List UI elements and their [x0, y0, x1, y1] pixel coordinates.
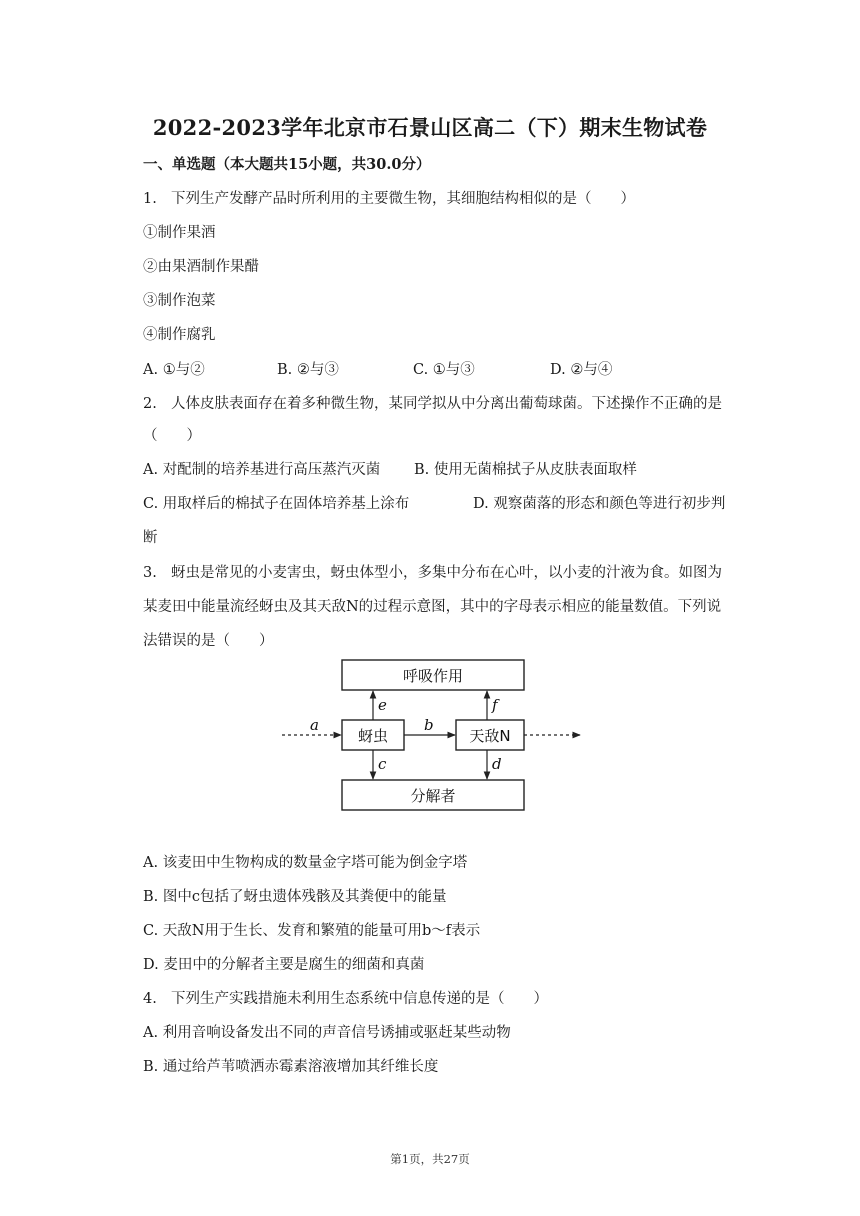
q2-option-b: B. 使用无菌棉拭子从皮肤表面取样 [414, 462, 637, 478]
q1-item-3: ③制作泡菜 [143, 293, 216, 309]
question-1-stem [143, 189, 763, 209]
question-text: 下列生产实践措施未利用生态系统中信息传递的是（ ） [171, 991, 548, 1007]
question-4-stem [143, 989, 763, 1009]
respiration-label: 呼吸作用 [402, 667, 464, 685]
question-2-stem-cont: （ ） [143, 428, 201, 444]
q1-option-d: D. ②与④ [550, 362, 613, 378]
section-heading: 一、单选题（本大题共15小题，共30.0分） [143, 156, 431, 173]
q2-option-a: A. 对配制的培养基进行高压蒸汽灭菌 [143, 462, 381, 478]
question-3-stem [143, 563, 763, 583]
page-title: 2022-2023学年北京市石景山区高二（下）期末生物试卷 [152, 115, 708, 140]
question-number: 2. [143, 396, 157, 412]
q4-option-a: A. 利用音响设备发出不同的声音信号诱捕或驱赶某些动物 [143, 1025, 511, 1041]
question-number: 4. [143, 991, 157, 1007]
label-b: b [424, 716, 434, 734]
label-c: c [378, 755, 387, 773]
question-text: 人体皮肤表面存在着多种微生物，某同学拟从中分离出葡萄球菌。下述操作不正确的是 [171, 396, 722, 412]
question-number: 3. [143, 565, 157, 581]
predator-n-label: 天敌N [469, 727, 511, 745]
label-a: a [310, 716, 319, 734]
q1-option-b: B. ②与③ [277, 362, 339, 378]
question-text: 下列生产发酵产品时所利用的主要微生物，其细胞结构相似的是（ ） [171, 191, 635, 207]
aphid-label: 蚜虫 [357, 727, 389, 745]
q1-item-1: ①制作果酒 [143, 225, 216, 241]
page-footer: 第1页，共27页 [390, 1152, 470, 1166]
question-3-stem-line3: 法错误的是（ ） [143, 633, 274, 649]
decomposer-label: 分解者 [410, 787, 456, 805]
question-text: 蚜虫是常见的小麦害虫，蚜虫体型小，多集中分布在心叶，以小麦的汁液为食。如图为 [171, 565, 722, 581]
q1-item-4: ④制作腐乳 [143, 327, 216, 343]
label-e: e [378, 696, 387, 714]
question-2-stem [143, 394, 763, 414]
q1-option-a: A. ①与② [143, 362, 205, 378]
label-f: f [492, 696, 498, 714]
question-number: 1. [143, 191, 157, 207]
q1-option-c: C. ①与③ [413, 362, 475, 378]
q3-option-b: B. 图中c包括了蚜虫遗体残骸及其粪便中的能量 [143, 889, 447, 905]
q3-option-d: D. 麦田中的分解者主要是腐生的细菌和真菌 [143, 957, 425, 973]
q2-option-d-wrap: 断 [143, 530, 158, 546]
label-d: d [492, 755, 502, 773]
q3-option-c: C. 天敌N用于生长、发育和繁殖的能量可用b～f表示 [143, 923, 481, 939]
q2-option-c: C. 用取样后的棉拭子在固体培养基上涂布 [143, 496, 410, 512]
question-3-stem-line2: 某麦田中能量流经蚜虫及其天敌N的过程示意图，其中的字母表示相应的能量数值。下列说 [143, 599, 722, 615]
q4-option-b: B. 通过给芦苇喷洒赤霉素溶液增加其纤维长度 [143, 1059, 439, 1075]
energy-flow-diagram [270, 650, 590, 820]
q1-item-2: ②由果酒制作果醋 [143, 259, 259, 275]
q2-option-d: D. 观察菌落的形态和颜色等进行初步判 [473, 496, 726, 512]
q3-option-a: A. 该麦田中生物构成的数量金字塔可能为倒金字塔 [143, 855, 468, 871]
